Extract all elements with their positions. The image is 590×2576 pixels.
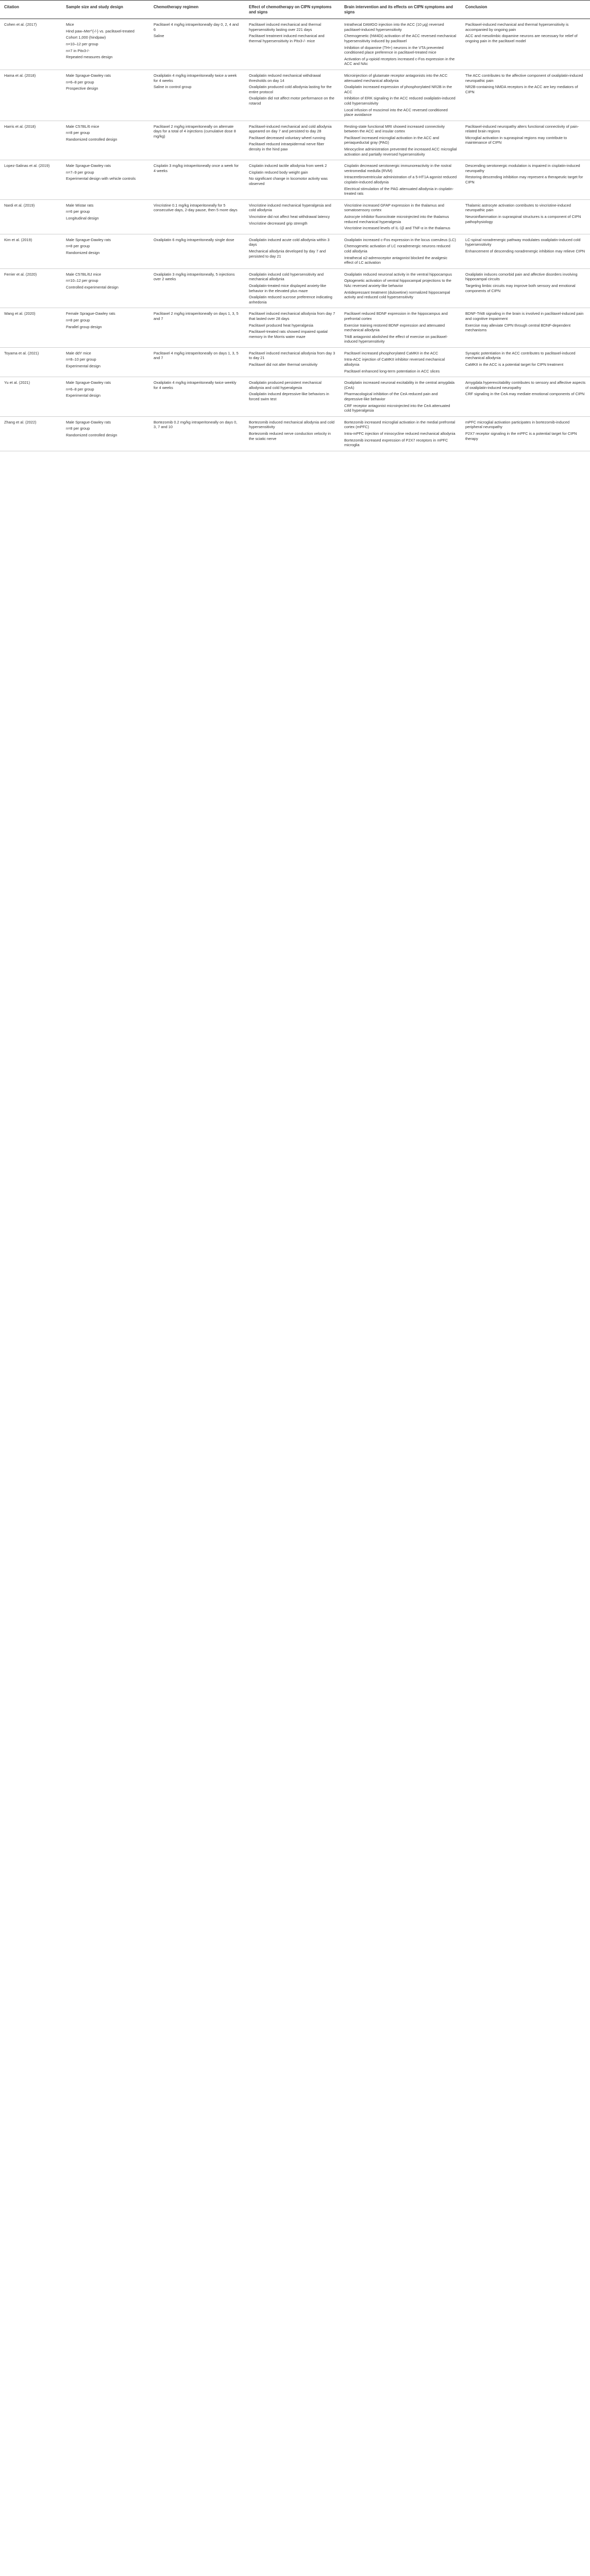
design-paragraph: n=7–9 per group (66, 170, 94, 175)
regimen-paragraph: Paclitaxel 2 mg/kg intraperitoneally on days 1, 3, 5 and 7 (154, 311, 239, 321)
cell-effect (245, 199, 340, 234)
effect-paragraph: Paclitaxel-treated rats showed impaired spatial memory in the Morris water maze (249, 329, 328, 339)
cell-conclusion (461, 377, 590, 417)
cell-brain (340, 160, 461, 200)
effect-paragraph: Oxaliplatin reduced mechanical withdrawal thresholds on day 14 (249, 73, 321, 83)
conclusion-paragraph: P2X7 receptor signaling in the mPFC is a potential target for CIPN therapy (465, 431, 577, 441)
design-paragraph: Male Sprague-Dawley rats (66, 73, 111, 78)
conclusion-paragraph: ACC and mesolimbic dopamine neurons are necessary for relief of ongoing pain in the paclitaxel model (465, 33, 578, 43)
cell-effect (245, 234, 340, 268)
brain-paragraph: Minocycline administration prevented the increased ACC microglial activation and partially reversed hypersensitivity (344, 147, 457, 157)
conclusion-paragraph: Targeting limbic circuits may improve both sensory and emotional components of CIPN (465, 283, 576, 293)
design-paragraph: Male C57BL/6 mice (66, 124, 99, 129)
design-paragraph: n=7 in Pitx3-/- (66, 48, 90, 53)
regimen-paragraph: Oxaliplatin 3 mg/kg intraperitoneally, 5 injections over 2 weeks (154, 272, 235, 282)
table-row (0, 268, 590, 308)
brain-paragraph: TrkB antagonist abolished the effect of exercise on paclitaxel-induced hypersensitivity (344, 334, 448, 344)
design-paragraph: n=8–10 per group (66, 357, 96, 362)
cell-citation: Harris et al. (2018) (4, 124, 36, 129)
design-paragraph: n=8 per group (66, 130, 90, 135)
brain-paragraph: Vincristine increased levels of IL-1β and TNF-α in the thalamus (344, 226, 450, 231)
brain-paragraph: Inhibition of ERK signaling in the ACC reduced oxaliplatin-induced cold hypersensitivity (344, 96, 456, 106)
cell-regimen (149, 19, 245, 70)
brain-paragraph: Resting-state functional MRI showed increased connectivity between the ACC and insular cortex (344, 124, 445, 134)
regimen-paragraph: Paclitaxel 2 mg/kg intraperitoneally on alternate days for a total of 4 injections (cumulative dose 8 mg/kg) (154, 124, 236, 139)
effect-paragraph: Oxaliplatin induced cold hypersensitivity and mechanical allodynia (249, 272, 324, 282)
conclusion-paragraph: Microglial activation in supraspinal regions may contribute to maintenance of CIPN (465, 135, 567, 145)
design-paragraph: Randomized controlled design (66, 137, 117, 142)
study-table (0, 0, 590, 451)
header-conclusion: Conclusion (461, 1, 590, 19)
brain-paragraph: Intra-ACC injection of CaMKII inhibitor reversed mechanical allodynia (344, 357, 445, 367)
design-paragraph: Male Sprague-Dawley rats (66, 419, 111, 425)
cell-citation: Lopez-Salinas et al. (2019) (4, 163, 50, 168)
effect-paragraph: Oxaliplatin reduced sucrose preference indicating anhedonia (249, 295, 332, 304)
cell-brain (340, 19, 461, 70)
design-paragraph: Male C57BL/6J mice (66, 272, 102, 277)
design-paragraph: Experimental design (66, 393, 100, 398)
cell-brain (340, 377, 461, 417)
cell-conclusion (461, 160, 590, 200)
effect-paragraph: Paclitaxel treatment induced mechanical and thermal hypersensitivity in Pitx3-/- mice (249, 33, 325, 43)
conclusion-paragraph: Synaptic potentiation in the ACC contributes to paclitaxel-induced mechanical allodynia (465, 350, 576, 361)
table-row (0, 160, 590, 200)
regimen-paragraph: Vincristine 0.1 mg/kg intraperitoneally for 5 consecutive days, 2-day pause, then 5 more days (154, 202, 238, 213)
design-paragraph: Prospective design (66, 86, 98, 91)
brain-paragraph: Local infusion of muscimol into the ACC reversed conditioned place avoidance (344, 107, 448, 117)
cell-brain (340, 308, 461, 348)
design-paragraph: Hind paw–Mer^{-/-} vs. paclitaxel-treated (66, 28, 134, 33)
table-row (0, 19, 590, 70)
brain-paragraph: Antidepressant treatment (duloxetine) normalized hippocampal activity and reduced cold hypersensitivity (344, 290, 450, 300)
cell-design (62, 377, 149, 417)
cell-regimen (149, 347, 245, 377)
regimen-paragraph: Oxaliplatin 4 mg/kg intraperitoneally twice a week for 4 weeks (154, 73, 237, 83)
brain-paragraph: Oxaliplatin reduced neuronal activity in the ventral hippocampus (344, 272, 452, 277)
cell-design (62, 19, 149, 70)
header-citation: Citation (0, 1, 62, 19)
brain-paragraph: Astrocyte inhibitor fluorocitrate microinjected into the thalamus reduced mechanical hyperalgesia (344, 214, 449, 224)
cell-citation: Toyama et al. (2021) (4, 350, 39, 355)
brain-paragraph: Oxaliplatin increased expression of phosphorylated NR2B in the ACC (344, 84, 452, 94)
cell-regimen (149, 199, 245, 234)
cell-brain (340, 70, 461, 121)
design-paragraph: Randomized controlled design (66, 433, 117, 437)
conclusion-paragraph: CaMKII in the ACC is a potential target for CIPN treatment (465, 362, 564, 367)
regimen-paragraph: Oxaliplatin 4 mg/kg intraperitoneally twice weekly for 4 weeks (154, 380, 237, 390)
cell-effect (245, 347, 340, 377)
effect-paragraph: Oxaliplatin induced depressive-like behaviors in forced swim test (249, 392, 329, 402)
effect-paragraph: Paclitaxel-induced mechanical and cold allodynia appeared on day 7 and persisted to day 28 (249, 124, 332, 134)
cell-design (62, 416, 149, 451)
cell-regimen (149, 308, 245, 348)
cell-brain (340, 234, 461, 268)
header-design: Sample size and study design (62, 1, 149, 19)
conclusion-paragraph: Paclitaxel-induced neuropathy alters functional connectivity of pain-related brain regions (465, 124, 579, 134)
regimen-paragraph: Oxaliplatin 6 mg/kg intraperitoneally single dose (154, 237, 234, 242)
cell-design (62, 308, 149, 348)
table-body (0, 19, 590, 451)
effect-paragraph: Paclitaxel induced mechanical allodynia from day 3 to day 21 (249, 350, 335, 361)
cell-conclusion (461, 19, 590, 70)
conclusion-paragraph: Neuroinflammation in supraspinal structures is a component of CIPN pathophysiology (465, 214, 581, 224)
design-paragraph: Male Wistar rats (66, 202, 94, 208)
design-paragraph: Controlled experimental design (66, 284, 119, 290)
design-paragraph: Experimental design with vehicle controls (66, 176, 136, 181)
design-paragraph: n=8 per group (66, 426, 90, 431)
brain-paragraph: Vincristine increased GFAP expression in the thalamus and somatosensory cortex (344, 202, 445, 213)
cell-citation: Kim et al. (2019) (4, 237, 32, 242)
cell-citation: Hama et al. (2018) (4, 73, 36, 78)
cell-conclusion (461, 199, 590, 234)
design-paragraph: n=8 per group (66, 317, 90, 323)
cell-conclusion (461, 416, 590, 451)
design-paragraph: n=6–8 per group (66, 386, 94, 392)
cell-effect (245, 377, 340, 417)
cell-effect (245, 268, 340, 308)
effect-paragraph: Oxaliplatin induced acute cold allodynia within 3 days (249, 237, 330, 247)
cell-regimen (149, 268, 245, 308)
effect-paragraph: Paclitaxel reduced intraepidermal nerve fiber density in the hind paw (249, 142, 325, 152)
cell-regimen (149, 121, 245, 160)
cell-brain (340, 199, 461, 234)
conclusion-paragraph: Restoring descending inhibition may represent a therapeutic target for CIPN (465, 175, 583, 185)
design-paragraph: n=10–12 per group (66, 278, 98, 283)
effect-paragraph: Cisplatin induced tactile allodynia from week 2 (249, 163, 327, 168)
cell-design (62, 268, 149, 308)
conclusion-paragraph: Descending serotonergic modulation is impaired in cisplatin-induced neuropathy (465, 163, 580, 173)
conclusion-paragraph: Amygdala hyperexcitability contributes to sensory and affective aspects of oxaliplatin-induced neuropathy (465, 380, 586, 390)
header-row (0, 1, 590, 19)
brain-paragraph: Activation of μ-opioid receptors increased c-Fos expression in the ACC and NAc (344, 56, 455, 66)
cell-design (62, 160, 149, 200)
regimen-paragraph: Paclitaxel 4 mg/kg intraperitoneally day 0, 2, 4 and 6 (154, 22, 239, 32)
cell-effect (245, 19, 340, 70)
brain-paragraph: Optogenetic activation of ventral hippocampal projections to the NAc reversed anxiety-like behavior (344, 278, 451, 288)
cell-conclusion (461, 234, 590, 268)
regimen-paragraph: Bortezomib 0.2 mg/kg intraperitoneally on days 0, 3, 7 and 10 (154, 419, 238, 430)
table-row (0, 308, 590, 348)
brain-paragraph: Electrical stimulation of the PAG attenuated allodynia in cisplatin-treated rats (344, 186, 454, 196)
design-paragraph: Male Sprague-Dawley rats (66, 163, 111, 168)
effect-paragraph: Oxaliplatin produced cold allodynia lasting for the entire protocol (249, 84, 332, 94)
table-row (0, 234, 590, 268)
design-paragraph: Experimental design (66, 364, 100, 369)
header-effect: Effect of chemotherapy on CIPN symptoms and signs (245, 1, 340, 19)
cell-brain (340, 416, 461, 451)
design-paragraph: n=6–8 per group (66, 79, 94, 84)
brain-paragraph: Intracerebroventricular administration of a 5-HT1A agonist reduced cisplatin-induced allodynia (344, 175, 457, 185)
cell-design (62, 70, 149, 121)
cell-brain (340, 121, 461, 160)
regimen-paragraph: Saline (154, 33, 164, 39)
brain-paragraph: Cisplatin decreased serotonergic immunoreactivity in the rostral ventromedial medulla (RVM) (344, 163, 451, 173)
brain-paragraph: CRF receptor antagonist microinjected into the CeA attenuated cold hyperalgesia (344, 403, 450, 413)
cell-regimen (149, 70, 245, 121)
design-paragraph: Mice (66, 22, 74, 27)
effect-paragraph: No significant change in locomotor activity was observed (249, 176, 328, 187)
brain-paragraph: Chemogenetic activation of LC noradrenergic neurons reduced cold allodynia (344, 244, 450, 253)
cell-citation: Yu et al. (2021) (4, 380, 30, 385)
brain-paragraph: Intra-mPFC injection of minocycline reduced mechanical allodynia (344, 431, 456, 436)
conclusion-paragraph: mPFC microglial activation participates in bortezomib-induced peripheral neuropathy (465, 419, 570, 430)
effect-paragraph: Vincristine induced mechanical hyperalgesia and cold allodynia (249, 202, 331, 213)
effect-paragraph: Bortezomib induced mechanical allodynia and cold hypersensitivity (249, 419, 334, 430)
design-paragraph: Female Sprague-Dawley rats (66, 311, 115, 316)
effect-paragraph: Cisplatin reduced body weight gain (249, 170, 308, 175)
brain-paragraph: Oxaliplatin increased c-Fos expression in the locus coeruleus (LC) (344, 237, 456, 242)
brain-paragraph: Paclitaxel reduced BDNF expression in the hippocampus and prefrontal cortex (344, 311, 448, 321)
table-row (0, 377, 590, 417)
cell-regimen (149, 416, 245, 451)
effect-paragraph: Paclitaxel induced mechanical and thermal hypersensitivity lasting over 221 days (249, 22, 322, 32)
brain-paragraph: Paclitaxel increased microglial activation in the ACC and periaqueductal gray (PAG) (344, 135, 440, 145)
cell-citation: Wang et al. (2020) (4, 311, 36, 316)
cell-effect (245, 308, 340, 348)
conclusion-paragraph: Thalamic astrocyte activation contributes to vincristine-induced neuropathic pain (465, 202, 571, 213)
conclusion-paragraph: Oxaliplatin induces comorbid pain and affective disorders involving hippocampal circuits (465, 272, 578, 282)
cell-conclusion (461, 308, 590, 348)
effect-paragraph: Vincristine decreased grip strength (249, 221, 308, 226)
design-paragraph: Cohort 1,000 (hindpaw) (66, 35, 106, 40)
cell-conclusion (461, 347, 590, 377)
brain-paragraph: Intrathecal DAMGO injection into the ACC (10 μg) reversed paclitaxel-induced hypersensitivity (344, 22, 444, 32)
effect-paragraph: Mechanical allodynia developed by day 7 and persisted to day 21 (249, 248, 326, 259)
brain-paragraph: Paclitaxel increased phosphorylated CaMKII in the ACC (344, 350, 439, 355)
cell-design (62, 121, 149, 160)
effect-paragraph: Oxaliplatin-treated mice displayed anxiety-like behavior in the elevated plus maze (249, 283, 326, 293)
conclusion-paragraph: The ACC contributes to the affective component of oxaliplatin-induced neuropathic pain (465, 73, 583, 83)
table-row (0, 121, 590, 160)
design-paragraph: n=10–12 per group (66, 41, 98, 46)
cell-regimen (149, 234, 245, 268)
table-row (0, 199, 590, 234)
brain-paragraph: Intrathecal α2-adrenoceptor antagonist blocked the analgesic effect of LC activation (344, 255, 448, 265)
effect-paragraph: Bortezomib reduced nerve conduction velocity in the sciatic nerve (249, 431, 331, 441)
cell-conclusion (461, 121, 590, 160)
effect-paragraph: Paclitaxel decreased voluntary wheel running (249, 135, 326, 140)
effect-paragraph: Paclitaxel produced heat hyperalgesia (249, 323, 313, 328)
table-row (0, 70, 590, 121)
header-regimen: Chemotherapy regimen (149, 1, 245, 19)
cell-citation: Zhang et al. (2022) (4, 419, 37, 425)
table-row (0, 347, 590, 377)
conclusion-paragraph: Paclitaxel-induced mechanical and thermal hypersensitivity is accompanied by ongoing pain (465, 22, 569, 32)
effect-paragraph: Paclitaxel did not alter thermal sensitivity (249, 362, 318, 367)
cell-citation: Nardi et al. (2019) (4, 202, 35, 208)
design-paragraph: Male ddY mice (66, 350, 91, 355)
cell-design (62, 199, 149, 234)
conclusion-paragraph: LC-spinal noradrenergic pathway modulates oxaliplatin-induced cold hypersensitivity (465, 237, 581, 247)
conclusion-paragraph: Enhancement of descending noradrenergic inhibition may relieve CIPN (465, 248, 585, 253)
cell-citation: Ferrier et al. (2020) (4, 272, 37, 277)
cell-brain (340, 268, 461, 308)
conclusion-paragraph: NR2B-containing NMDA receptors in the ACC are key mediators of CIPN (465, 84, 578, 94)
table-header (0, 1, 590, 19)
conclusion-paragraph: CRF signaling in the CeA may mediate emotional components of CIPN (465, 392, 585, 397)
cell-design (62, 347, 149, 377)
effect-paragraph: Oxaliplatin produced persistent mechanical allodynia and cold hyperalgesia (249, 380, 322, 390)
cell-citation: Cohen et al. (2017) (4, 22, 37, 27)
cell-brain (340, 347, 461, 377)
conclusion-paragraph: Exercise may alleviate CIPN through central BDNF-dependent mechanisms (465, 323, 571, 333)
design-paragraph: n=6 per group (66, 209, 90, 214)
design-paragraph: n=8 per group (66, 244, 90, 249)
design-paragraph: Parallel group design (66, 324, 102, 329)
brain-paragraph: Paclitaxel enhanced long-term potentiation in ACC slices (344, 368, 440, 374)
table-row (0, 416, 590, 451)
brain-paragraph: Chemogenetic (hM4Di) activation of the ACC reversed mechanical hypersensitivity induced by paclitaxel (344, 33, 457, 43)
regimen-paragraph: Saline in control group (154, 84, 192, 90)
design-paragraph: Randomized design (66, 250, 100, 255)
cell-regimen (149, 377, 245, 417)
brain-paragraph: Oxaliplatin increased neuronal excitability in the central amygdala (CeA) (344, 380, 455, 390)
cell-effect (245, 121, 340, 160)
regimen-paragraph: Cisplatin 3 mg/kg intraperitoneally once a week for 4 weeks (154, 163, 239, 173)
design-paragraph: Repeated measures design (66, 55, 113, 60)
cell-effect (245, 416, 340, 451)
cell-regimen (149, 160, 245, 200)
cell-conclusion (461, 268, 590, 308)
effect-paragraph: Vincristine did not affect heat withdrawal latency (249, 214, 330, 219)
brain-paragraph: Bortezomib increased microglial activation in the medial prefrontal cortex (mPFC) (344, 419, 456, 430)
design-paragraph: Male Sprague-Dawley rats (66, 380, 111, 385)
effect-paragraph: Oxaliplatin did not affect motor performance on the rotarod (249, 96, 334, 106)
design-paragraph: Male Sprague-Dawley rats (66, 237, 111, 242)
brain-paragraph: Pharmacological inhibition of the CeA reduced pain and depressive-like behavior (344, 392, 438, 402)
effect-paragraph: Paclitaxel induced mechanical allodynia from day 7 that lasted over 28 days (249, 311, 335, 321)
brain-paragraph: Microinjection of glutamate receptor antagonists into the ACC attenuated mechanical allodynia (344, 73, 448, 83)
design-paragraph: Longitudinal design (66, 216, 99, 221)
cell-effect (245, 70, 340, 121)
brain-paragraph: Exercise training restored BDNF expression and attenuated mechanical allodynia (344, 323, 445, 333)
brain-paragraph: Bortezomib increased expression of P2X7 receptors in mPFC microglia (344, 437, 448, 448)
cell-effect (245, 160, 340, 200)
conclusion-paragraph: BDNF-TrkB signaling in the brain is involved in paclitaxel-induced pain and cognitive impairment (465, 311, 584, 321)
header-brain: Brain intervention and its effects on CIPN symptoms and signs (340, 1, 461, 19)
brain-paragraph: Inhibition of dopamine (TH+) neurons in the VTA prevented conditioned place preference in paclitaxel-treated mice (344, 45, 444, 55)
cell-design (62, 234, 149, 268)
regimen-paragraph: Paclitaxel 4 mg/kg intraperitoneally on days 1, 3, 5 and 7 (154, 350, 239, 361)
cell-conclusion (461, 70, 590, 121)
